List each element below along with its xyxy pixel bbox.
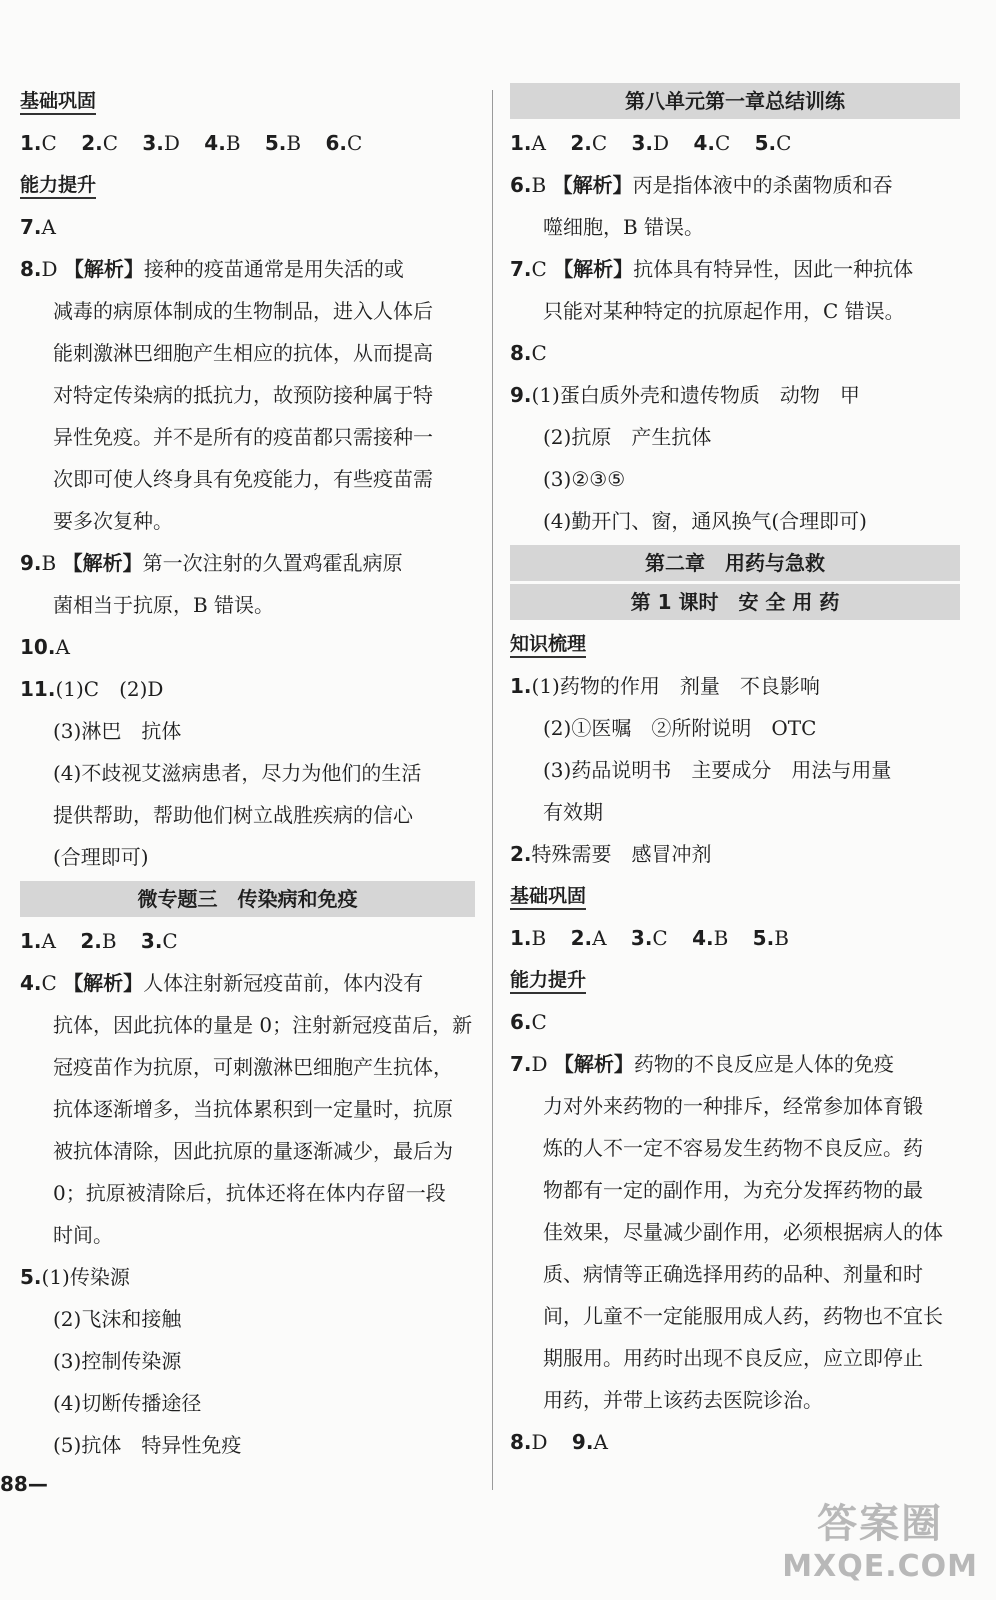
knowledge-1: 1.(1)药物的作用 剂量 不良影响 (2)①医嘱 ②所附说明 OTC (3)药品说明书 主要成分 用法与用量 有效期 (510, 674, 892, 824)
watermark-logo: 答案圈 MXQE.COM (782, 1501, 978, 1584)
answer-row: 1.B 2.A 3.C 4.B 5.B (510, 926, 789, 950)
answer-4: 4.C 【解析】人体注射新冠疫苗前，体内没有 抗体，因此抗体的量是 0；注射新冠疫苗后，新 冠疫苗作为抗原，可刺激淋巴细胞产生抗体， 抗体逐渐增多，当抗体累积到一定量时，抗原 被抗体清除，因此抗原的量逐渐减少，最后为 0；抗原被清除后，抗体还将在体内存留一段 时间。 (20, 971, 473, 1247)
section-bar-lesson1: 第 1 课时 安 全 用 药 (510, 584, 960, 620)
section-bar-chapter2: 第二章 用药与急救 (510, 545, 960, 581)
answer-row: 8.D 9.A (510, 1430, 608, 1454)
section-heading-basic: 基础巩固 (510, 875, 960, 917)
section-heading-ability: 能力提升 (20, 164, 475, 206)
answer-11: 11.(1)C (2)D (3)淋巴 抗体 (4)不歧视艾滋病患者，尽力为他们的生活 提供帮助，帮助他们树立战胜疾病的信心 (合理即可) (20, 677, 422, 869)
left-column (20, 80, 475, 1466)
answer-row: 1.C 2.C 3.D 4.B 5.B 6.C (20, 131, 363, 155)
answer-row: 1.A 2.C 3.D 4.C 5.C (510, 131, 792, 155)
answer-7b: 7.D 【解析】药物的不良反应是人体的免疫 力对外来药物的一种排斥，经常参加体育锻 炼的人不一定不容易发生药物不良反应。药 物都有一定的副作用，为充分发挥药物的最 佳效果，尽量减少副作用，必须根据病人的体 质、病情等正确选择用药的品种、剂量和时 间，儿童不一定能服用成人药，药物也不宜长 期服用。用药时出现不良反应，应立即停止 用药，并带上该药去医院诊治。 (510, 1052, 943, 1412)
answer-9: 9.(1)蛋白质外壳和遗传物质 动物 甲 (2)抗原 产生抗体 (3)②③⑤ (4)勤开门、窗，通风换气(合理即可) (510, 383, 867, 533)
column-divider (492, 90, 493, 1490)
answer-8: 8.D 【解析】接种的疫苗通常是用失活的或 减毒的病原体制成的生物制品，进入人体后 能刺激淋巴细胞产生相应的抗体，从而提高 对特定传染病的抵抗力，故预防接种属于特 异性免疫。并不是所有的疫苗都只需接种一 次即可使人终身具有免疫能力，有些疫苗需 要多次复种。 (20, 257, 433, 533)
section-bar-unit8: 第八单元第一章总结训练 (510, 83, 960, 119)
page-number: 88— (0, 1472, 48, 1496)
answer-8: 8.C (510, 341, 547, 365)
answer-9: 9.B 【解析】第一次注射的久置鸡霍乱病原 菌相当于抗原，B 错误。 (20, 551, 403, 617)
section-heading-basic: 基础巩固 (20, 80, 475, 122)
answer-row: 1.A 2.B 3.C (20, 929, 178, 953)
section-bar-topic3: 微专题三 传染病和免疫 (20, 881, 475, 917)
section-heading-knowledge: 知识梳理 (510, 623, 960, 665)
section-heading-ability: 能力提升 (510, 959, 960, 1001)
answer-6b: 6.C (510, 1010, 547, 1034)
knowledge-2: 2.特殊需要 感冒冲剂 (510, 842, 712, 866)
right-column (510, 80, 960, 1463)
answer-5: 5.(1)传染源 (2)飞沫和接触 (3)控制传染源 (4)切断传播途径 (5)抗体 特异性免疫 (20, 1265, 242, 1457)
answer-10: 10.A (20, 635, 70, 659)
answer-7: 7.C 【解析】抗体具有特异性，因此一种抗体 只能对某种特定的抗原起作用，C 错误。 (510, 257, 914, 323)
answer-7: 7.A (20, 215, 56, 239)
answer-6: 6.B 【解析】丙是指体液中的杀菌物质和吞 噬细胞，B 错误。 (510, 173, 893, 239)
